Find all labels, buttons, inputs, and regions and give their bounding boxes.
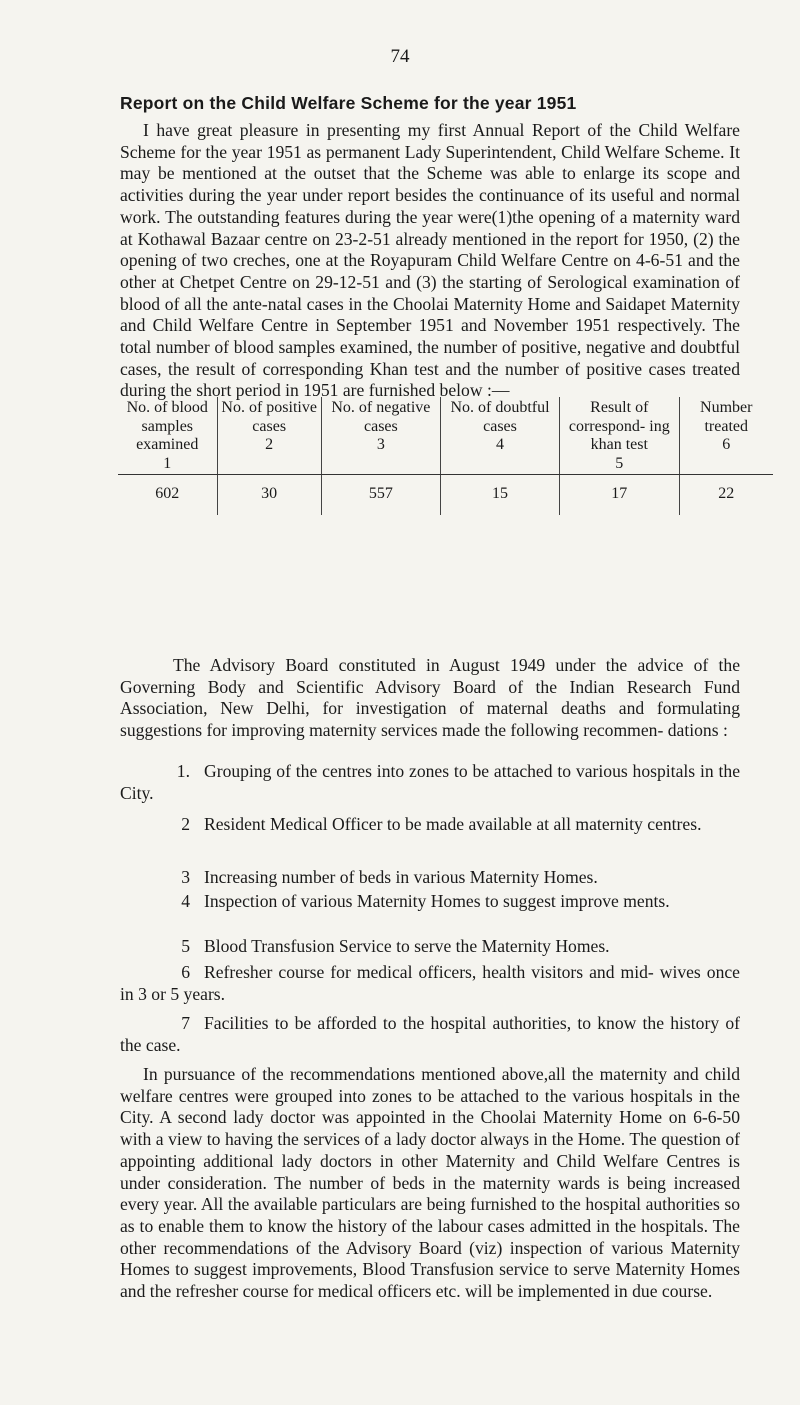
column-number: 3 <box>376 436 385 453</box>
header-label: No. of positive cases <box>221 399 317 435</box>
recommendation-text: Resident Medical Officer to be made available at all maternity centres. <box>204 814 702 834</box>
header-doubtful-cases <box>440 397 559 475</box>
recommendation-number: 7 <box>181 1013 190 1033</box>
recommendation-text: Facilities to be afforded to the hospital authorities, to know the history of the case. <box>120 1013 740 1055</box>
recommendation-item <box>120 867 740 889</box>
column-number: 5 <box>615 454 624 472</box>
column-number: 4 <box>496 436 504 453</box>
page-number: 74 <box>390 46 410 67</box>
recommendation-item <box>120 962 740 1005</box>
header-khan-test <box>560 397 679 475</box>
recommendation-number: 2 <box>181 814 190 834</box>
recommendation-number: 6 <box>181 962 190 982</box>
recommendation-text: Grouping of the centres into zones to be attached to various hospitals in the City. <box>120 761 740 803</box>
cell-number-treated: 22 <box>679 475 773 516</box>
recommendation-text: Increasing number of beds in various Maternity Homes. <box>204 867 598 887</box>
recommendation-number: 4 <box>181 891 190 911</box>
table-row <box>118 475 773 516</box>
closing-paragraph: In pursuance of the recommendations mentioned above,all the maternity and child welfare centres were grouped into zones to be attached to the various hospitals in the City. A second lady doctor was appointed in the Choolai Maternity Home on 6-6-50 with a view to having the services of a lady doctor always in the Home. The question of appointing additional lady doctors in other Maternity and Child Welfare Centres is under consideration. The number of beds in the maternity wards is being increased every year. All the available particulars are being furnished to the hospital authorities so as to enable them to know the history of the labour cases admitted in the hospitals. The other recommendations of the Advisory Board (viz) inspection of various Maternity Homes to suggest improvements, Blood Transfusion service to serve Maternity Homes and the refresher course for medical officers etc. will be implemented in due course. <box>120 1064 740 1302</box>
cell-blood-samples: 602 <box>155 485 180 502</box>
header-blood-samples <box>118 397 217 475</box>
table-header-row <box>118 397 773 475</box>
recommendation-text: Inspection of various Maternity Homes to suggest improve ments. <box>204 891 670 911</box>
recommendation-text: Refresher course for medical officers, health visitors and mid- wives once in 3 or 5 years. <box>120 962 740 1004</box>
recommendation-number: 1. <box>176 761 190 781</box>
header-label: No. of negative cases <box>331 399 431 435</box>
cell-positive-cases: 30 <box>217 475 321 516</box>
cell-khan-test: 17 <box>560 475 679 516</box>
report-title: Report on the Child Welfare Scheme for the year 1951 <box>120 93 577 113</box>
cell-negative-cases: 557 <box>321 475 440 516</box>
header-label: No. of blood samples examined <box>126 399 208 453</box>
header-label: Result of correspond- ing khan test <box>568 399 670 453</box>
blood-samples-table <box>118 397 773 515</box>
header-number-treated <box>679 397 773 475</box>
header-negative-cases <box>321 397 440 475</box>
recommendation-number: 3 <box>181 867 190 887</box>
recommendation-text: Blood Transfusion Service to serve the Maternity Homes. <box>204 936 610 956</box>
column-number: 6 <box>722 436 731 453</box>
column-number: 1 <box>163 454 172 472</box>
recommendation-item <box>120 1013 740 1056</box>
recommendation-item <box>120 891 740 913</box>
header-label: No. of doubtful cases <box>450 399 550 435</box>
recommendation-number: 5 <box>181 936 190 956</box>
recommendation-item <box>120 936 740 958</box>
column-number: 2 <box>265 436 274 453</box>
intro-paragraph: I have great pleasure in presenting my first Annual Report of the Child Welfare Scheme for the year 1951 as permanent Lady Superintendent, Child Welfare Scheme. It may be mentioned at the outset that the Scheme was able to enlarge its scope and activities during the year under report besides the continuance of its useful and normal work. The outstanding features during the year were(1)the opening of a maternity ward at Kothawal Bazaar centre on 23-2-51 already mentioned in the report for 1950, (2) the opening of two creches, one at the Royapuram Child Welfare Centre on 4-6-51 and the other at Chetpet Centre on 29-12-51 and (3) the starting of Serological examination of blood of all the ante-natal cases in the Choolai Maternity Home and Saidapet Maternity and Child Welfare Centre in September 1951 and November 1951 respectively. The total number of blood samples examined, the number of positive, negative and doubtful cases, the result of corresponding Khan test and the number of positive cases treated during the short period in 1951 are furnished below :— <box>120 120 740 401</box>
cell-doubtful-cases: 15 <box>440 475 559 516</box>
recommendation-item <box>120 814 740 836</box>
recommendation-item <box>120 761 740 804</box>
header-label: Number treated <box>700 399 753 435</box>
advisory-paragraph: The Advisory Board constituted in August 1949 under the advice of the Governing Body and Scientific Advisory Board of the Indian Research Fund Association, New Delhi, for investigation of maternal deaths and formulating suggestions for improving maternity services made the following recommen- dations : <box>120 655 740 741</box>
header-positive-cases <box>217 397 321 475</box>
